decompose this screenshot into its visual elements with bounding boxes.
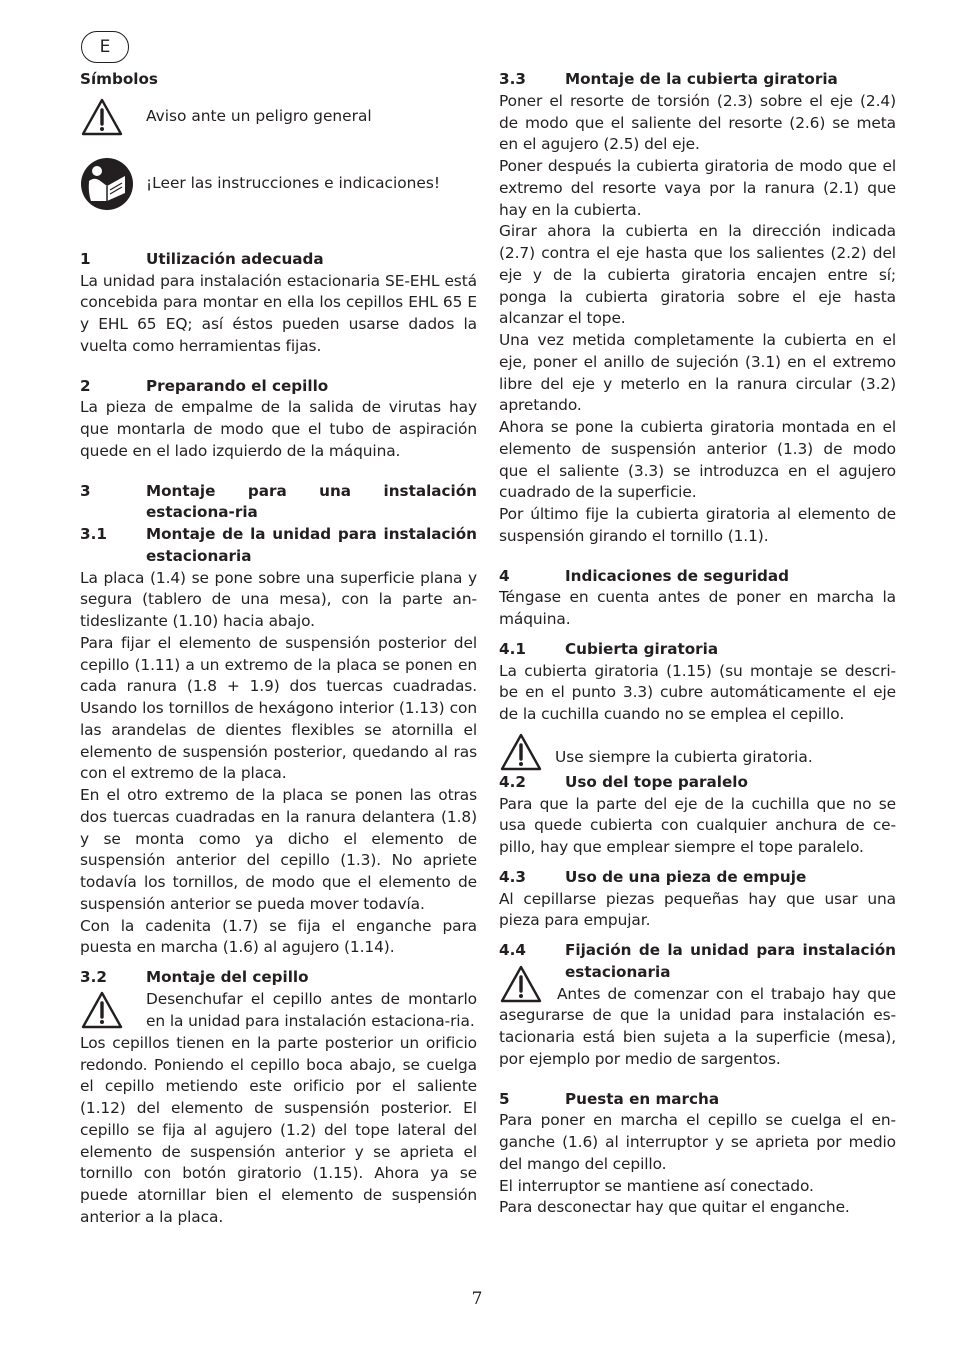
- section-3-1-p2: Para fijar el elemento de suspensión posterior del cepillo (1.11) a un extremo de la placa se ponen en cada ranura (1.8 + 1.9) dos tuercas cuadradas. Usando los tornillos de hexágono interior (1.13) con las arandelas de dientes flexibles se atornilla el elemento de suspensión posterior, quedando al ras con el extremo de la placa.: [80, 633, 477, 783]
- section-4-1-text: La cubierta giratoria (1.15) (su montaje se descri-be en el punto 3.3) cubre automáticamente el eje de la cuchilla cuando no se emplea el cepillo.: [499, 661, 896, 723]
- language-badge: E: [81, 31, 129, 63]
- section-2-text: La pieza de empalme de la salida de virutas hay que montarla de modo que el tubo de aspiración quede en el lado izquierdo de la máquina.: [80, 398, 477, 460]
- section-1-heading: 1 Utilización adecuada: [80, 249, 324, 268]
- section-3-3-p6: Por último fije la cubierta giratoria al elemento de suspensión girando el tornillo (1.1).: [499, 505, 896, 545]
- left-column: [80, 69, 477, 1229]
- section-4-1-warning: [499, 732, 896, 772]
- section-3-1-p4: Con la cadenita (1.7) se fija el enganche para puesta en marcha (1.6) al agujero (1.14).: [80, 916, 477, 957]
- section-2-heading: 2 Preparando el cepillo: [80, 376, 329, 395]
- section-3-3-heading: 3.3 Montaje de la cubierta giratoria: [499, 70, 838, 88]
- section-4-heading: 4 Indicaciones de seguridad: [499, 566, 790, 585]
- section-3-3-p4: Una vez metida completamente la cubierta en el eje, poner el anillo de sujeción (3.1) en el extremo libre del eje y meterlo en la ranura circular (3.2) apretando.: [499, 331, 896, 415]
- page-number: 7: [471, 1289, 483, 1309]
- section-4-3-heading: 4.3 Uso de una pieza de empuje: [499, 867, 807, 886]
- section-4-2-heading: 4.2 Uso del tope paralelo: [499, 772, 748, 791]
- section-3-2-warning-text: Desenchufar el cepillo antes de montarlo en la unidad para instalación estaciona-ria.: [146, 989, 477, 1030]
- symbol-warning-row: [80, 97, 477, 137]
- warning-triangle-icon: [499, 732, 543, 772]
- section-4-1-heading: 4.1 Cubierta giratoria: [499, 639, 719, 658]
- section-3-3-p5: Ahora se pone la cubierta giratoria montada en el elemento de suspensión anterior (1.3) de modo que el saliente (3.3) se introduzca en el agujero cuadrado de la superficie.: [499, 418, 896, 502]
- section-5-p3: Para desconectar hay que quitar el enganche.: [499, 1198, 850, 1217]
- section-3-3-p1: Poner el resorte de torsión (2.3) sobre el eje (2.4) de modo que el saliente del resorte (2.6) se meta en el agujero (2.5) del eje.: [499, 91, 896, 154]
- symbol-read-text: ¡Leer las instrucciones e indicaciones!: [146, 173, 441, 192]
- section-3-3-p2: Poner después la cubierta giratoria de modo que el extremo del resorte vaya por la ranura (2.1) que hay en la cubierta.: [499, 157, 896, 219]
- section-3-1-p3: En el otro extremo de la placa se ponen las otras dos tuercas cuadradas en la ranura delantera (1.8) y se monta como ya dicho el elemento de suspensión anterior del cepillo (1.3). No apriete todavía los tornillos, de modo que el elemento de suspensión anterior se pueda mover todavía.: [80, 786, 477, 913]
- section-3-heading: 3 Montaje para una instalación estaciona-ria: [80, 481, 477, 522]
- section-5-p2: El interruptor se mantiene así conectado.: [499, 1176, 814, 1195]
- section-4-2-text: Para que la parte del eje de la cuchilla que no se usa quede cubierta con cualquier anchura de ce-pillo, hay que emplear siempre el tope paralelo.: [499, 794, 896, 856]
- section-1-text: La unidad para instalación estacionaria SE-EHL está concebida para montar en ella los cepillos EHL 65 E y EHL 65 EQ; así éstos pueden usarse dados la vuelta como herramientas fijas.: [80, 271, 477, 355]
- section-4-4-heading: 4.4 Fijación de la unidad para instalación estacionaria: [499, 941, 896, 981]
- section-4-4-text: Antes de comenzar con el trabajo hay que asegurarse de que la unidad para instalación es-tacionaria está bien sujeta a la superficie (mesa), por ejemplo por medio de sargentos.: [499, 984, 896, 1068]
- section-4-4-body: [499, 984, 896, 1071]
- read-manual-icon: [80, 157, 134, 211]
- symbols-heading: Símbolos: [80, 70, 158, 88]
- symbol-read-row: [80, 157, 477, 211]
- symbol-warning-text: Aviso ante un peligro general: [146, 106, 372, 125]
- section-3-1-p1: La placa (1.4) se pone sobre una superficie plana y segura (tablero de una mesa), con la parte an-tideslizante (1.10) hacia abajo.: [80, 568, 477, 630]
- section-4-1-warning-text: Use siempre la cubierta giratoria.: [555, 747, 813, 766]
- warning-triangle-icon: [80, 97, 124, 137]
- section-3-2-heading: 3.2 Montaje del cepillo: [80, 968, 309, 986]
- section-3-1-heading: 3.1 Montaje de la unidad para instalación estacionaria: [80, 525, 477, 565]
- section-5-heading: 5 Puesta en marcha: [499, 1089, 720, 1108]
- section-4-3-text: Al cepillarse piezas pequeñas hay que usar una pieza para empujar.: [499, 889, 896, 930]
- section-3-2-warning: [80, 989, 477, 1033]
- section-3-3-p3: Girar ahora la cubierta en la dirección indicada (2.7) contra el eje hasta que los salientes (2.2) del eje y de la cubierta giratoria encajen entre sí; ponga la cubierta giratoria sobre el eje hasta alcanzar el tope.: [499, 222, 896, 328]
- section-3-2-text: Los cepillos tienen en la parte posterior un orificio redondo. Poniendo el cepillo boca abajo, se cuelga el cepillo metiendo este orificio por el saliente (1.12) del elemento de suspensión posterior. El cepillo se fija al agujero (1.2) del tope lateral del elemento de suspensión anterior y se aprieta el tornillo con botón giratorio (1.15). Ahora ya se puede atornillar bien el elemento de suspensión anterior a la placa.: [80, 1033, 477, 1226]
- right-column: [499, 69, 896, 1219]
- warning-triangle-icon: [80, 989, 146, 1033]
- section-4-text: Téngase en cuenta antes de poner en marcha la máquina.: [499, 588, 896, 628]
- section-5-p1: Para poner en marcha el cepillo se cuelga el en-ganche (1.6) al interruptor y se aprieta por medio del mango del cepillo.: [499, 1111, 896, 1173]
